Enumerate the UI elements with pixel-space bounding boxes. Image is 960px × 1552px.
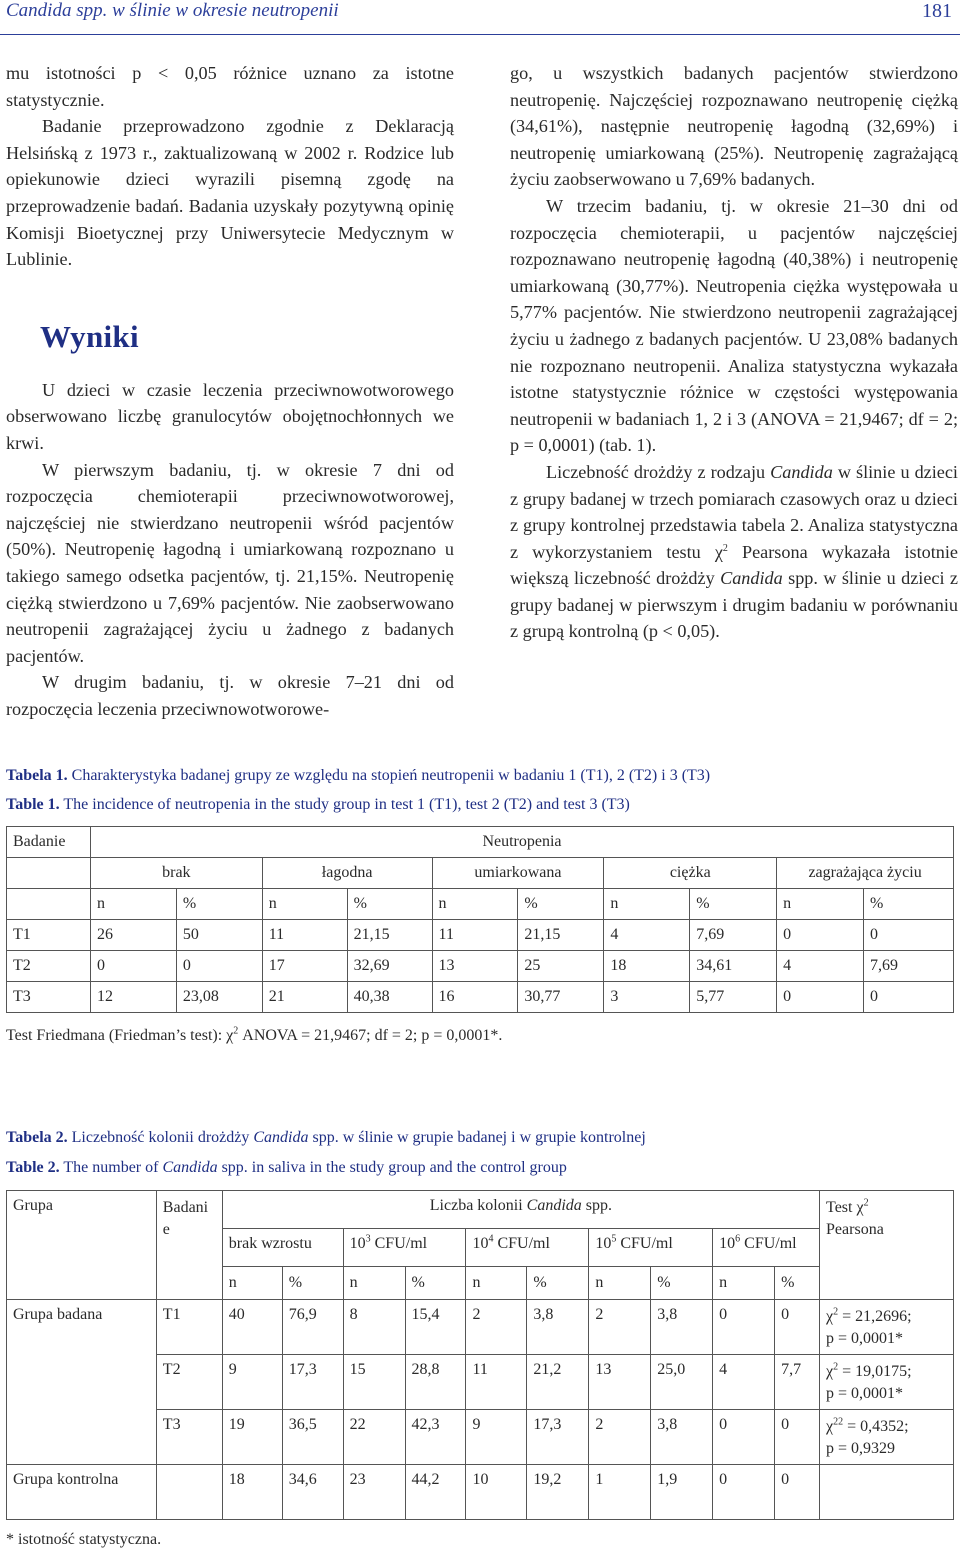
category-cell: łagodna bbox=[262, 858, 432, 889]
running-head bbox=[6, 0, 954, 26]
table-cell: 3 bbox=[604, 982, 690, 1013]
table-cell: 1 bbox=[589, 1465, 651, 1520]
table-cell: 5,77 bbox=[690, 982, 777, 1013]
table-cell: 32,69 bbox=[347, 951, 432, 982]
table-cell: 8 bbox=[343, 1300, 405, 1355]
header-cell-badanie: Badanie bbox=[7, 827, 91, 858]
table-cell: 0 bbox=[777, 920, 864, 951]
subheader-cell: n bbox=[466, 1267, 527, 1300]
subheader-cell: n bbox=[343, 1267, 405, 1300]
table1-caption-pl: Tabela 1. Charakterystyka badanej grupy ze względu na stopień neutropenii w badaniu 1 (T1), 2 (T2) i 3 (T3) bbox=[6, 767, 711, 784]
category-cell: zagrażająca życiu bbox=[777, 858, 954, 889]
header-cell-grupa: Grupa bbox=[7, 1191, 157, 1300]
table-cell: 3,8 bbox=[651, 1300, 713, 1355]
row-test-label: T3 bbox=[156, 1410, 222, 1465]
table-cell: 40,38 bbox=[347, 982, 432, 1013]
table-cell: 16 bbox=[432, 982, 518, 1013]
table-category-row bbox=[7, 858, 954, 889]
table-row bbox=[7, 1465, 954, 1520]
empty-cell bbox=[7, 889, 91, 920]
table-cell: 15 bbox=[343, 1355, 405, 1410]
table-cell: 0 bbox=[864, 920, 954, 951]
table-row bbox=[7, 1300, 954, 1355]
header-cell-neutropenia: Neutropenia bbox=[90, 827, 953, 858]
table-cell: 19 bbox=[222, 1410, 282, 1465]
chi-square-cell: $\chi^{22} = 0,4352$; p = 0,9329 bbox=[820, 1410, 954, 1465]
table-cell: 18 bbox=[604, 951, 690, 982]
subheader-cell: n bbox=[604, 889, 690, 920]
table-cell: 9 bbox=[466, 1410, 527, 1465]
table-cell: 1,9 bbox=[651, 1465, 713, 1520]
table-cell: 0 bbox=[176, 951, 262, 982]
subheader-cell: % bbox=[405, 1267, 466, 1300]
table-cell: 13 bbox=[432, 951, 518, 982]
table1-footnote: Test Friedmana (Friedman’s test): $\chi^2$ ANOVA = 21,9467; df = 2; p = 0,0001*. bbox=[6, 1025, 503, 1044]
row-group-label: Grupa kontrolna bbox=[7, 1465, 157, 1520]
table-cell: 2 bbox=[589, 1300, 651, 1355]
table-header-row bbox=[7, 1191, 954, 1229]
table-cell: 30,77 bbox=[518, 982, 604, 1013]
table-cell: 3,8 bbox=[651, 1410, 713, 1465]
table-cell: 0 bbox=[777, 982, 864, 1013]
category-cell: $10^4$ CFU/ml bbox=[466, 1229, 589, 1267]
paragraph: Badanie przeprowadzono zgodnie z Deklaracją Helsińską z 1973 r., zaktualizowaną w 2002 r. Rodzice lub opiekunowie dzieci wyrazili pisemną zgodę na przeprowadzenie badań. Badania uzyskały pozytywną opinię Komisji Bioetycznej przy Uniwersytecie Medycznym w Lublinie. bbox=[6, 116, 454, 270]
paragraph: go, u wszystkich badanych pacjentów stwierdzono neutropenię. Najczęściej rozpoznawano neutropenię ciężką (34,61%), następnie neutropenię łagodną (32,69%) i neutropenię umiarkowaną (25%). Neutropenię zagrażającą życiu zaobserwowano u 7,69% badanych. bbox=[510, 63, 958, 190]
row-test-label bbox=[156, 1465, 222, 1520]
table-cell: 40 bbox=[222, 1300, 282, 1355]
table-cell: 10 bbox=[466, 1465, 527, 1520]
subheader-cell: % bbox=[864, 889, 954, 920]
table-cell: 44,2 bbox=[405, 1465, 466, 1520]
header-rule bbox=[0, 34, 960, 35]
paragraph: Liczebność drożdży z rodzaju Candida w ślinie u dzieci z grupy badanej w trzech pomiarach czasowych oraz u dzieci z grupy kontrolnej przedstawia tabela 2. Analiza statystyczna z wykorzystaniem testu $\chi^2$ Pearsona wykazała istotnie większą liczebność drożdży Candida spp. w ślinie u dzieci z grupy badanej w pierwszym i drugim badaniu w porównaniu z grupą kontrolną (p < 0,05). bbox=[510, 461, 958, 642]
chi-square-cell: $\chi^2 = 19,0175$; p = 0,0001* bbox=[820, 1355, 954, 1410]
row-label: T1 bbox=[7, 920, 91, 951]
table-cell: 11 bbox=[262, 920, 347, 951]
table-cell: 2 bbox=[466, 1300, 527, 1355]
category-cell: brak wzrostu bbox=[222, 1229, 343, 1267]
subheader-cell: % bbox=[518, 889, 604, 920]
table-cell: 9 bbox=[222, 1355, 282, 1410]
table-cell: 12 bbox=[90, 982, 176, 1013]
subheader-cell: n bbox=[262, 889, 347, 920]
table-cell: 0 bbox=[713, 1465, 775, 1520]
subheader-cell: % bbox=[690, 889, 777, 920]
subheader-cell: % bbox=[176, 889, 262, 920]
paragraph: W drugim badaniu, tj. w okresie 7–21 dni od rozpoczęcia leczenia przeciwnowotworowe- bbox=[6, 672, 454, 719]
table-cell: 0 bbox=[775, 1300, 820, 1355]
category-cell: $10^3$ CFU/ml bbox=[343, 1229, 466, 1267]
table-cell: 4 bbox=[713, 1355, 775, 1410]
table1-caption-en: Table 1. The incidence of neutropenia in the study group in test 1 (T1), test 2 (T2) and test 3 (T3) bbox=[6, 796, 630, 813]
section-heading-results: Wyniki bbox=[40, 318, 139, 354]
journal-title: Candida spp. w ślinie w okresie neutropenii bbox=[6, 0, 339, 21]
subheader-cell: n bbox=[432, 889, 518, 920]
table-cell: 7,69 bbox=[864, 951, 954, 982]
table-cell: 17 bbox=[262, 951, 347, 982]
table2-footnote: * istotność statystyczna. bbox=[6, 1531, 162, 1548]
category-cell: brak bbox=[90, 858, 262, 889]
row-test-label: T2 bbox=[156, 1355, 222, 1410]
table-cell: 21,2 bbox=[527, 1355, 589, 1410]
table-cell: 15,4 bbox=[405, 1300, 466, 1355]
header-cell-test: Test $\chi^2$ Pearsona bbox=[820, 1191, 954, 1300]
row-group-label: Grupa badana bbox=[7, 1300, 157, 1465]
paragraph: W pierwszym badaniu, tj. w okresie 7 dni od rozpoczęcia chemioterapii przeciwnowotworowej, najczęściej nie stwierdzano neutropenii wśród pacjentów (50%). Neutropenię łagodną i umiarkowaną rozpoznano u takiego samego odsetka pacjentów, tj. 21,15%. Neutropenię ciężką stwierdzono u 7,69% pacjentów. Nie zaobserwowano neutropenii zagrażającej życiu u żadnego z badanych pacjentów. bbox=[6, 459, 454, 666]
table-cell: 0 bbox=[90, 951, 176, 982]
table-cell: 42,3 bbox=[405, 1410, 466, 1465]
table-cell: 11 bbox=[432, 920, 518, 951]
table1 bbox=[6, 826, 954, 1013]
category-cell: $10^6$ CFU/ml bbox=[713, 1229, 820, 1267]
left-column bbox=[6, 60, 454, 722]
table-cell: 21,15 bbox=[518, 920, 604, 951]
table-cell: 28,8 bbox=[405, 1355, 466, 1410]
paragraph: W trzecim badaniu, tj. w okresie 21–30 dni od rozpoczęcia chemioterapii, u pacjentów najczęściej rozpoznawano neutropenię łagodną (40,38%) i neutropenię umiarkowaną (30,77%). Neutropenia ciężka występowała u 5,77% pacjentów. Nie stwierdzono neutropenii zagrażającej życiu u żadnego z badanych pacjentów. U 23,08% badanych nie rozpoznano neutropenii. Analiza statystyczna wykazała istotne statystycznie różnice w częstości występowania neutropenii w badaniach 1, 2 i 3 (ANOVA = 21,9467; df = 2; p = 0,0001) (tab. 1). bbox=[510, 195, 958, 456]
right-column bbox=[510, 60, 958, 645]
subheader-cell: n bbox=[90, 889, 176, 920]
table-cell: 50 bbox=[176, 920, 262, 951]
table-cell: 11 bbox=[466, 1355, 527, 1410]
category-cell: $10^5$ CFU/ml bbox=[589, 1229, 713, 1267]
paragraph: mu istotności p < 0,05 różnice uznano za istotne statystycznie. bbox=[6, 63, 454, 110]
table-cell: 34,61 bbox=[690, 951, 777, 982]
table-cell: 23 bbox=[343, 1465, 405, 1520]
subheader-cell: % bbox=[775, 1267, 820, 1300]
subheader-cell: % bbox=[651, 1267, 713, 1300]
subheader-cell: % bbox=[527, 1267, 589, 1300]
subheader-cell: % bbox=[282, 1267, 343, 1300]
subheader-cell: n bbox=[222, 1267, 282, 1300]
table-cell: 76,9 bbox=[282, 1300, 343, 1355]
table-cell: 34,6 bbox=[282, 1465, 343, 1520]
table2-caption-pl: Tabela 2. Liczebność kolonii drożdży Candida spp. w ślinie w grupie badanej i w grupie kontrolnej bbox=[6, 1129, 646, 1146]
table-cell: 7,7 bbox=[775, 1355, 820, 1410]
table-cell: 23,08 bbox=[176, 982, 262, 1013]
table-subheader-row bbox=[7, 889, 954, 920]
table-cell: 3,8 bbox=[527, 1300, 589, 1355]
table-header-row bbox=[7, 827, 954, 858]
page-number: 181 bbox=[922, 0, 952, 22]
table-row bbox=[7, 920, 954, 951]
table-cell: 25,0 bbox=[651, 1355, 713, 1410]
subheader-cell: n bbox=[589, 1267, 651, 1300]
row-label: T2 bbox=[7, 951, 91, 982]
header-cell-badanie: Badanie bbox=[156, 1191, 222, 1300]
table-cell: 2 bbox=[589, 1410, 651, 1465]
table-cell: 22 bbox=[343, 1410, 405, 1465]
table-cell: 26 bbox=[90, 920, 176, 951]
table-cell: 0 bbox=[775, 1465, 820, 1520]
table-cell: 4 bbox=[777, 951, 864, 982]
row-test-label: T1 bbox=[156, 1300, 222, 1355]
table-cell: 18 bbox=[222, 1465, 282, 1520]
table-cell: 4 bbox=[604, 920, 690, 951]
table-cell: 13 bbox=[589, 1355, 651, 1410]
table-cell: 19,2 bbox=[527, 1465, 589, 1520]
table-cell: 0 bbox=[713, 1410, 775, 1465]
chi-square-cell: $\chi^2 = 21,2696$; p = 0,0001* bbox=[820, 1300, 954, 1355]
subheader-cell: n bbox=[777, 889, 864, 920]
table2 bbox=[6, 1190, 954, 1520]
header-cell-liczba-kolonii: Liczba kolonii Candida spp. bbox=[222, 1191, 819, 1229]
row-label: T3 bbox=[7, 982, 91, 1013]
category-cell: ciężka bbox=[604, 858, 777, 889]
subheader-cell: % bbox=[347, 889, 432, 920]
table-cell: 7,69 bbox=[690, 920, 777, 951]
table-cell: 25 bbox=[518, 951, 604, 982]
paragraph: U dzieci w czasie leczenia przeciwnowotworowego obserwowano liczbę granulocytów obojętnochłonnych we krwi. bbox=[6, 379, 454, 453]
table-cell: 21,15 bbox=[347, 920, 432, 951]
chi-square-cell bbox=[820, 1465, 954, 1520]
table-cell: 0 bbox=[864, 982, 954, 1013]
table-cell: 17,3 bbox=[527, 1410, 589, 1465]
table2-caption-en: Table 2. The number of Candida spp. in saliva in the study group and the control group bbox=[6, 1159, 567, 1176]
table-cell: 0 bbox=[775, 1410, 820, 1465]
table-cell: 21 bbox=[262, 982, 347, 1013]
table-row bbox=[7, 982, 954, 1013]
table-cell: 17,3 bbox=[282, 1355, 343, 1410]
table-cell: 36,5 bbox=[282, 1410, 343, 1465]
table-row bbox=[7, 951, 954, 982]
category-cell: umiarkowana bbox=[432, 858, 604, 889]
subheader-cell: n bbox=[713, 1267, 775, 1300]
table-cell: 0 bbox=[713, 1300, 775, 1355]
empty-cell bbox=[7, 858, 91, 889]
